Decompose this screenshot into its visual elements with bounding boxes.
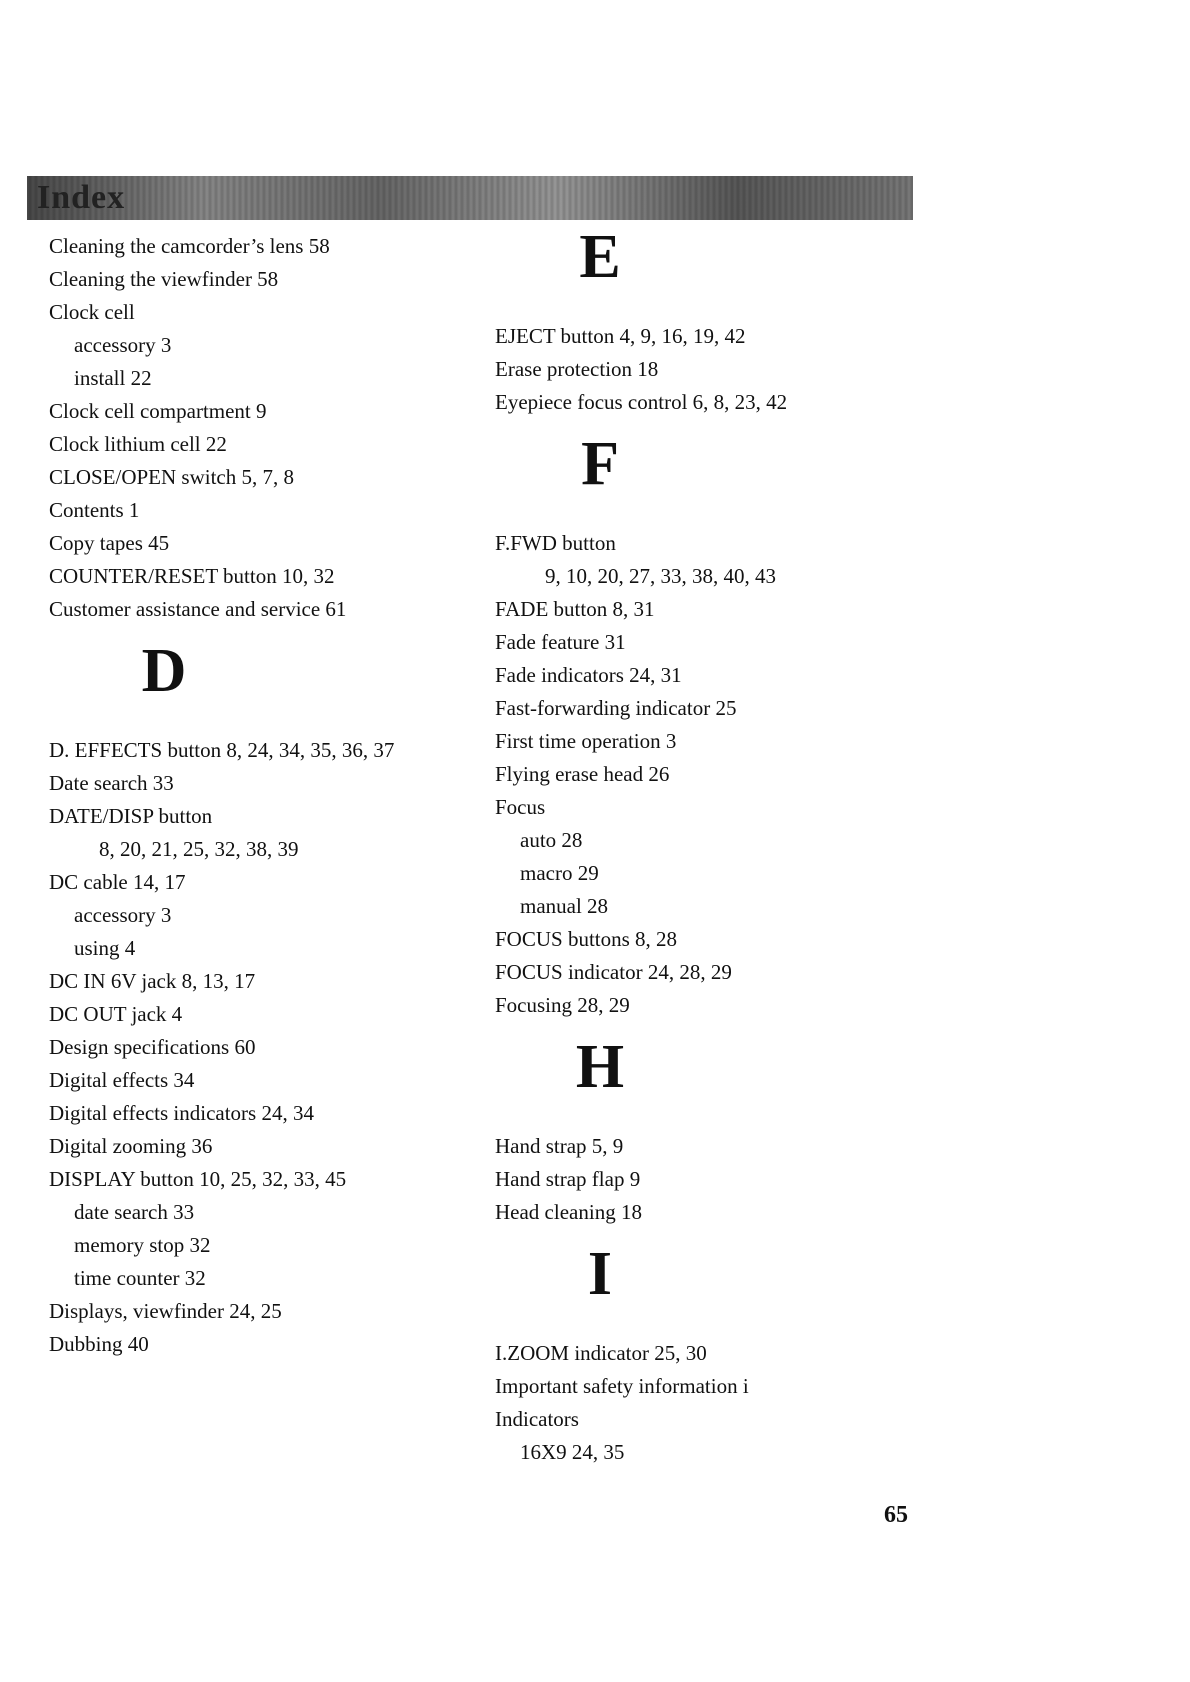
page-title: Index: [37, 179, 126, 216]
index-entry: I.ZOOM indicator 25, 30: [495, 1341, 707, 1365]
index-entry: Clock lithium cell 22: [49, 432, 227, 456]
index-entry: CLOSE/OPEN switch 5, 7, 8: [49, 465, 295, 489]
index-entry: Clock cell compartment 9: [49, 399, 267, 423]
index-entry: manual 28: [520, 894, 609, 918]
index-entry: Hand strap flap 9: [495, 1167, 641, 1191]
index-entry: Head cleaning 18: [495, 1200, 642, 1224]
index-entry: Dubbing 40: [49, 1332, 149, 1356]
index-entry: Clock cell: [49, 300, 135, 324]
index-entry: Cleaning the camcorder’s lens 58: [49, 234, 330, 258]
entries-e: [495, 320, 925, 419]
index-entry: macro 29: [520, 861, 599, 885]
index-entry: using 4: [74, 936, 136, 960]
index-entry: time counter 32: [74, 1266, 206, 1290]
index-entry: Digital effects indicators 24, 34: [49, 1101, 314, 1125]
page-number: 65: [884, 1502, 908, 1528]
index-entry: DISPLAY button 10, 25, 32, 33, 45: [49, 1167, 347, 1191]
entries-h: [495, 1130, 925, 1229]
index-entry: Cleaning the viewfinder 58: [49, 267, 279, 291]
index-entry: Indicators: [495, 1407, 579, 1431]
index-entry: FADE button 8, 31: [495, 597, 655, 621]
index-entry: DC OUT jack 4: [49, 1002, 183, 1026]
index-entry: Digital zooming 36: [49, 1134, 213, 1158]
letter-heading-e: E: [579, 223, 621, 291]
index-entry: DATE/DISP button: [49, 804, 213, 828]
index-entry: D. EFFECTS button 8, 24, 34, 35, 36, 37: [49, 738, 395, 762]
index-entry: Date search 33: [49, 771, 174, 795]
index-entry: Hand strap 5, 9: [495, 1134, 624, 1158]
index-entry: Fast-forwarding indicator 25: [495, 696, 737, 720]
index-entry: Important safety information i: [495, 1374, 749, 1398]
index-entry: Fade feature 31: [495, 630, 626, 654]
index-entry: Digital effects 34: [49, 1068, 195, 1092]
letter-heading-h: H: [575, 1033, 625, 1101]
index-entry: date search 33: [74, 1200, 195, 1224]
entries-f: [495, 527, 925, 1022]
letter-heading-f: F: [581, 430, 619, 498]
index-entry: accessory 3: [74, 333, 172, 357]
index-entry: Fade indicators 24, 31: [495, 663, 682, 687]
index-entry: Eyepiece focus control 6, 8, 23, 42: [495, 390, 788, 414]
index-entry: DC cable 14, 17: [49, 870, 186, 894]
entries-d: [49, 734, 479, 1361]
letter-heading-d: D: [141, 637, 187, 705]
index-entry: Flying erase head 26: [495, 762, 670, 786]
letter-heading-i: I: [587, 1240, 613, 1308]
right-column: [495, 223, 925, 1469]
index-entry: Design specifications 60: [49, 1035, 256, 1059]
index-entry: 8, 20, 21, 25, 32, 38, 39: [99, 837, 299, 861]
index-entry: memory stop 32: [74, 1233, 211, 1257]
left-column: [49, 230, 479, 1361]
entries-i: [495, 1337, 925, 1469]
index-entry: Copy tapes 45: [49, 531, 170, 555]
index-entry: 9, 10, 20, 27, 33, 38, 40, 43: [545, 564, 776, 588]
index-entry: Displays, viewfinder 24, 25: [49, 1299, 282, 1323]
entries-c: [49, 230, 479, 626]
index-entry: Focus: [495, 795, 546, 819]
index-entry: 16X9 24, 35: [520, 1440, 625, 1464]
index-entry: Customer assistance and service 61: [49, 597, 347, 621]
index-entry: Contents 1: [49, 498, 140, 522]
index-entry: accessory 3: [74, 903, 172, 927]
index-entry: Erase protection 18: [495, 357, 659, 381]
index-entry: First time operation 3: [495, 729, 677, 753]
index-entry: auto 28: [520, 828, 583, 852]
index-entry: F.FWD button: [495, 531, 616, 555]
index-entry: FOCUS indicator 24, 28, 29: [495, 960, 732, 984]
index-entry: DC IN 6V jack 8, 13, 17: [49, 969, 256, 993]
index-entry: Focusing 28, 29: [495, 993, 630, 1017]
index-banner: [27, 176, 913, 220]
index-entry: install 22: [74, 366, 152, 390]
index-entry: EJECT button 4, 9, 16, 19, 42: [495, 324, 746, 348]
index-entry: FOCUS buttons 8, 28: [495, 927, 678, 951]
index-entry: COUNTER/RESET button 10, 32: [49, 564, 335, 588]
